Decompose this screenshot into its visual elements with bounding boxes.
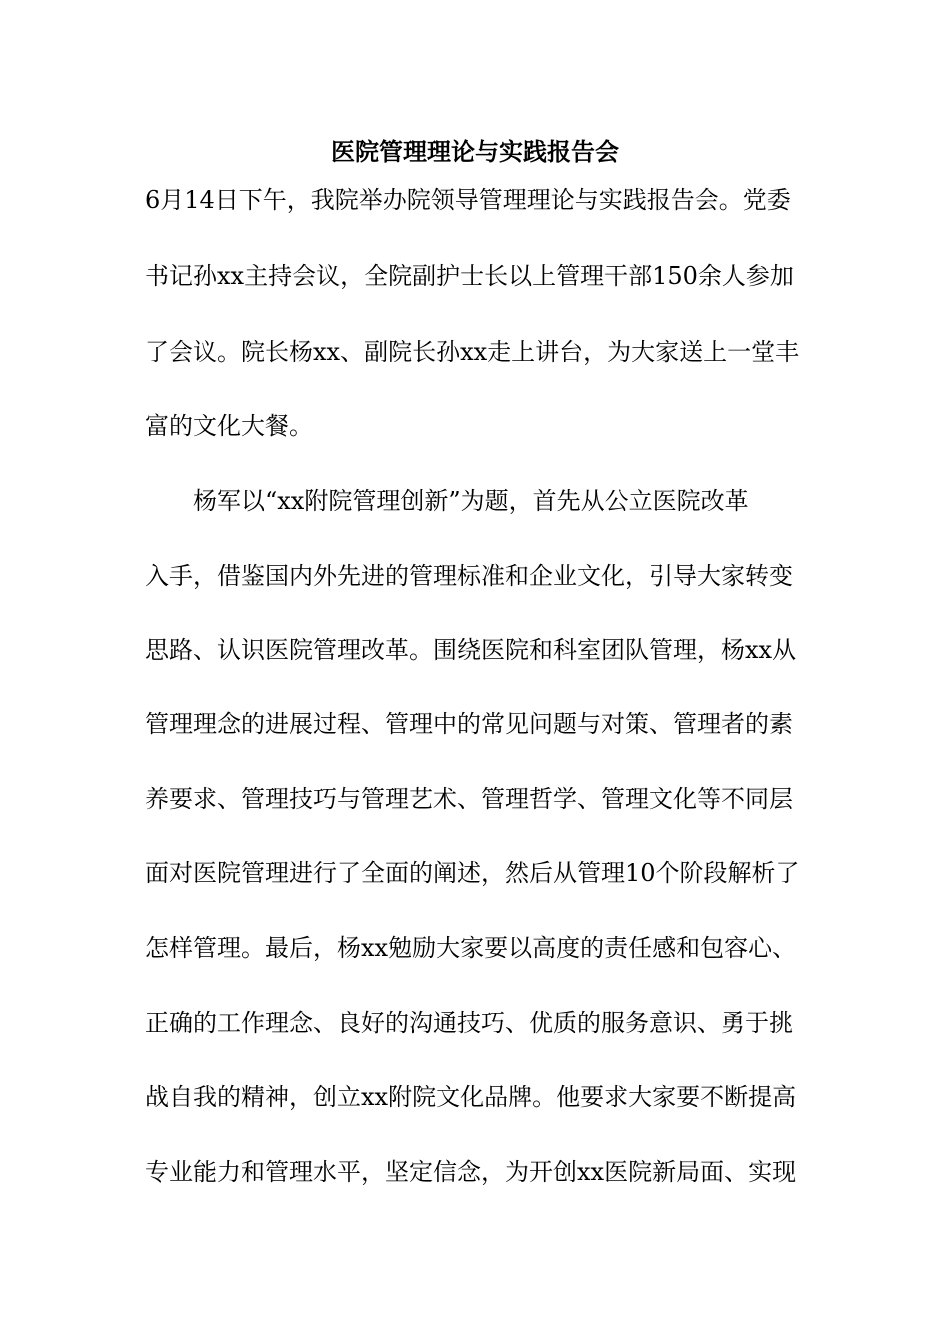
body-line: 面对医院管理进行了全面的阐述，然后从管理10个阶段解析了 [145,859,800,887]
body-line: 养要求、管理技巧与管理艺术、管理哲学、管理文化等不同层 [145,785,793,813]
document-title: 医院管理理论与实践报告会 [331,137,619,166]
body-line: 战自我的精神，创立xx附院文化品牌。他要求大家要不断提高 [145,1083,797,1111]
body-line: 了会议。院长杨xx、副院长孙xx走上讲台，为大家送上一堂丰 [145,338,800,366]
body-line: 入手，借鉴国内外先进的管理标准和企业文化，引导大家转变 [145,562,793,590]
body-line: 管理理念的进展过程、管理中的常见问题与对策、管理者的素 [145,710,793,738]
body-line: 怎样管理。最后，杨xx勉励大家要以高度的责任感和包容心、 [145,934,797,962]
body-line: 杨军以“xx附院管理创新”为题，首先从公立医院改革 [145,487,749,515]
body-line: 6月14日下午，我院举办院领导管理理论与实践报告会。党委 [145,186,791,214]
body-line: 专业能力和管理水平，坚定信念，为开创xx医院新局面、实现 [145,1158,797,1186]
body-line: 富的文化大餐。 [145,412,313,440]
body-line: 思路、认识医院管理改革。围绕医院和科室团队管理，杨xx从 [145,636,797,664]
body-line: 正确的工作理念、良好的沟通技巧、优质的服务意识、勇于挑 [145,1009,793,1037]
body-line: 书记孙xx主持会议，全院副护士长以上管理干部150余人参加 [145,262,794,290]
